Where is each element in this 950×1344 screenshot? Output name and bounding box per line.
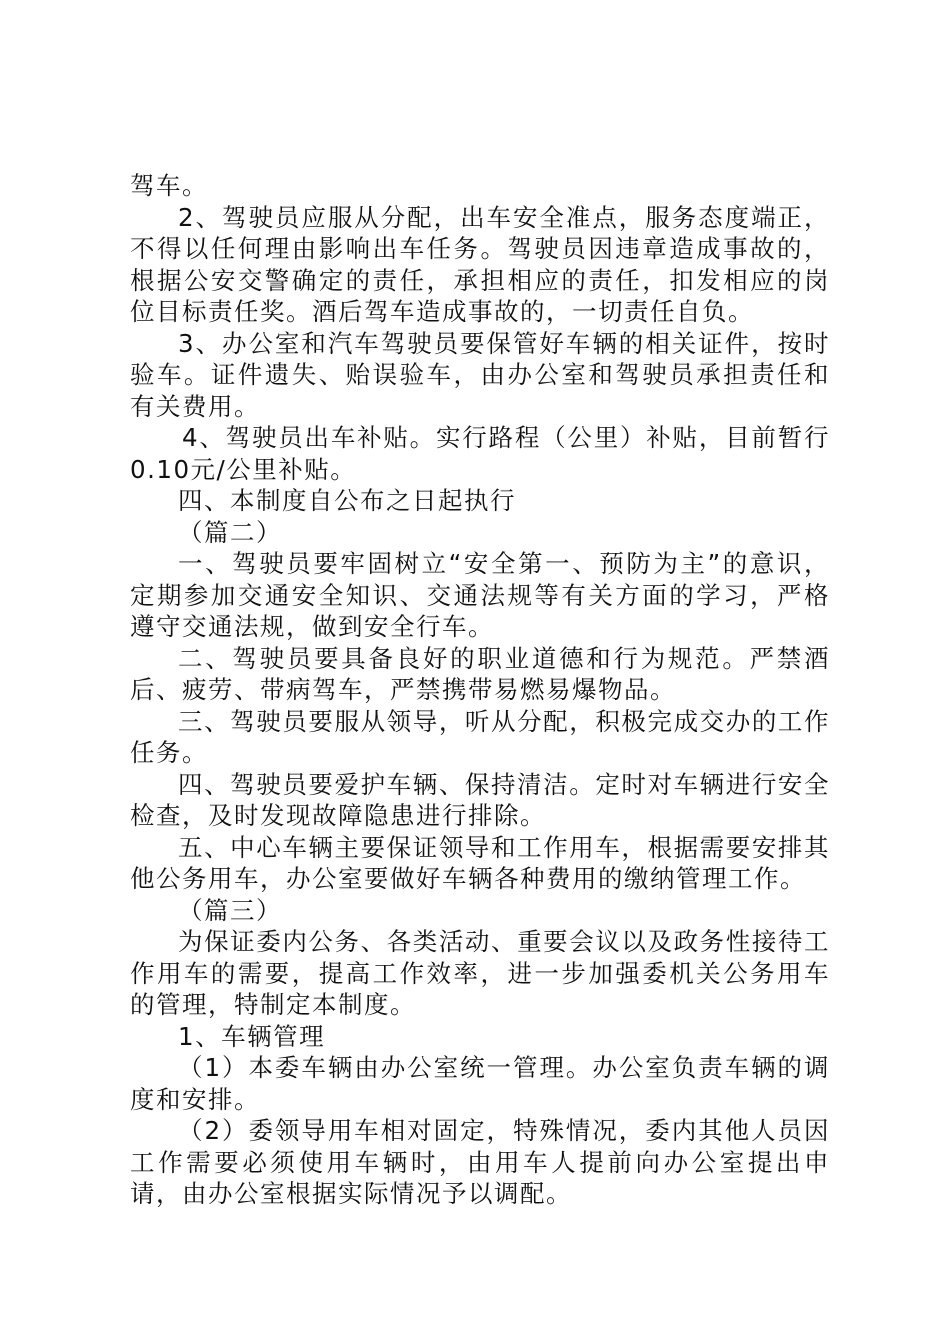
paragraph-continuation: 驾车。 [130,171,208,200]
paragraph-section-four: 四、本制度自公布之日起执行 [178,486,516,515]
paragraph-part3-intro: 为保证委内公务、各类活动、重要会议以及政务性接待工作用车的需要，提高工作效率，进一步加强委机关公务用车的管理，特制定本制度。 [130,927,830,1019]
paragraph-item-3: 3、办公室和汽车驾驶员要保管好车辆的相关证件，按时验车。证件遗失、贻误验车，由办公室和驾驶员承担责任和有关费用。 [130,328,830,421]
subheading-vehicle-management: 1、车辆管理 [178,1021,326,1051]
heading-part-three: （篇三） [178,895,282,925]
paragraph-part3-item-2: （2）委领导用车相对固定，特殊情况，委内其他人员因工作需要必须使用车辆时，由用车人提前向办公室提出申请，由办公室根据实际情况予以调配。 [130,1116,830,1208]
paragraph-part2-two: 二、驾驶员要具备良好的职业道德和行为规范。严禁酒后、疲劳、带病驾车，严禁携带易燃易爆物品。 [130,643,830,704]
paragraph-part3-item-1: （1）本委车辆由办公室统一管理。办公室负责车辆的调度和安排。 [130,1053,830,1114]
paragraph-part2-five: 五、中心车辆主要保证领导和工作用车，根据需要安排其他公务用车，办公室要做好车辆各种费用的缴纳管理工作。 [130,832,830,893]
paragraph-part2-four: 四、驾驶员要爱护车辆、保持清洁。定时对车辆进行安全检查，及时发现故障隐患进行排除。 [130,769,830,830]
document-body [130,170,830,1210]
heading-part-two: （篇二） [178,517,282,547]
paragraph-part2-one: 一、驾驶员要牢固树立“安全第一、预防为主”的意识，定期参加交通安全知识、交通法规等有关方面的学习，严格遵守交通法规，做到安全行车。 [130,549,830,641]
paragraph-item-2: 2、驾驶员应服从分配，出车安全准点，服务态度端正，不得以任何理由影响出车任务。驾驶员因违章造成事故的，根据公安交警确定的责任，承担相应的责任，扣发相应的岗位目标责任奖。酒后驾车造成事故的，一切责任自负。 [130,202,830,326]
paragraph-part2-three: 三、驾驶员要服从领导，听从分配，积极完成交办的工作任务。 [130,706,830,767]
paragraph-item-4: 4、驾驶员出车补贴。实行路程（公里）补贴，目前暂行0.10元/公里补贴。 [130,423,830,484]
